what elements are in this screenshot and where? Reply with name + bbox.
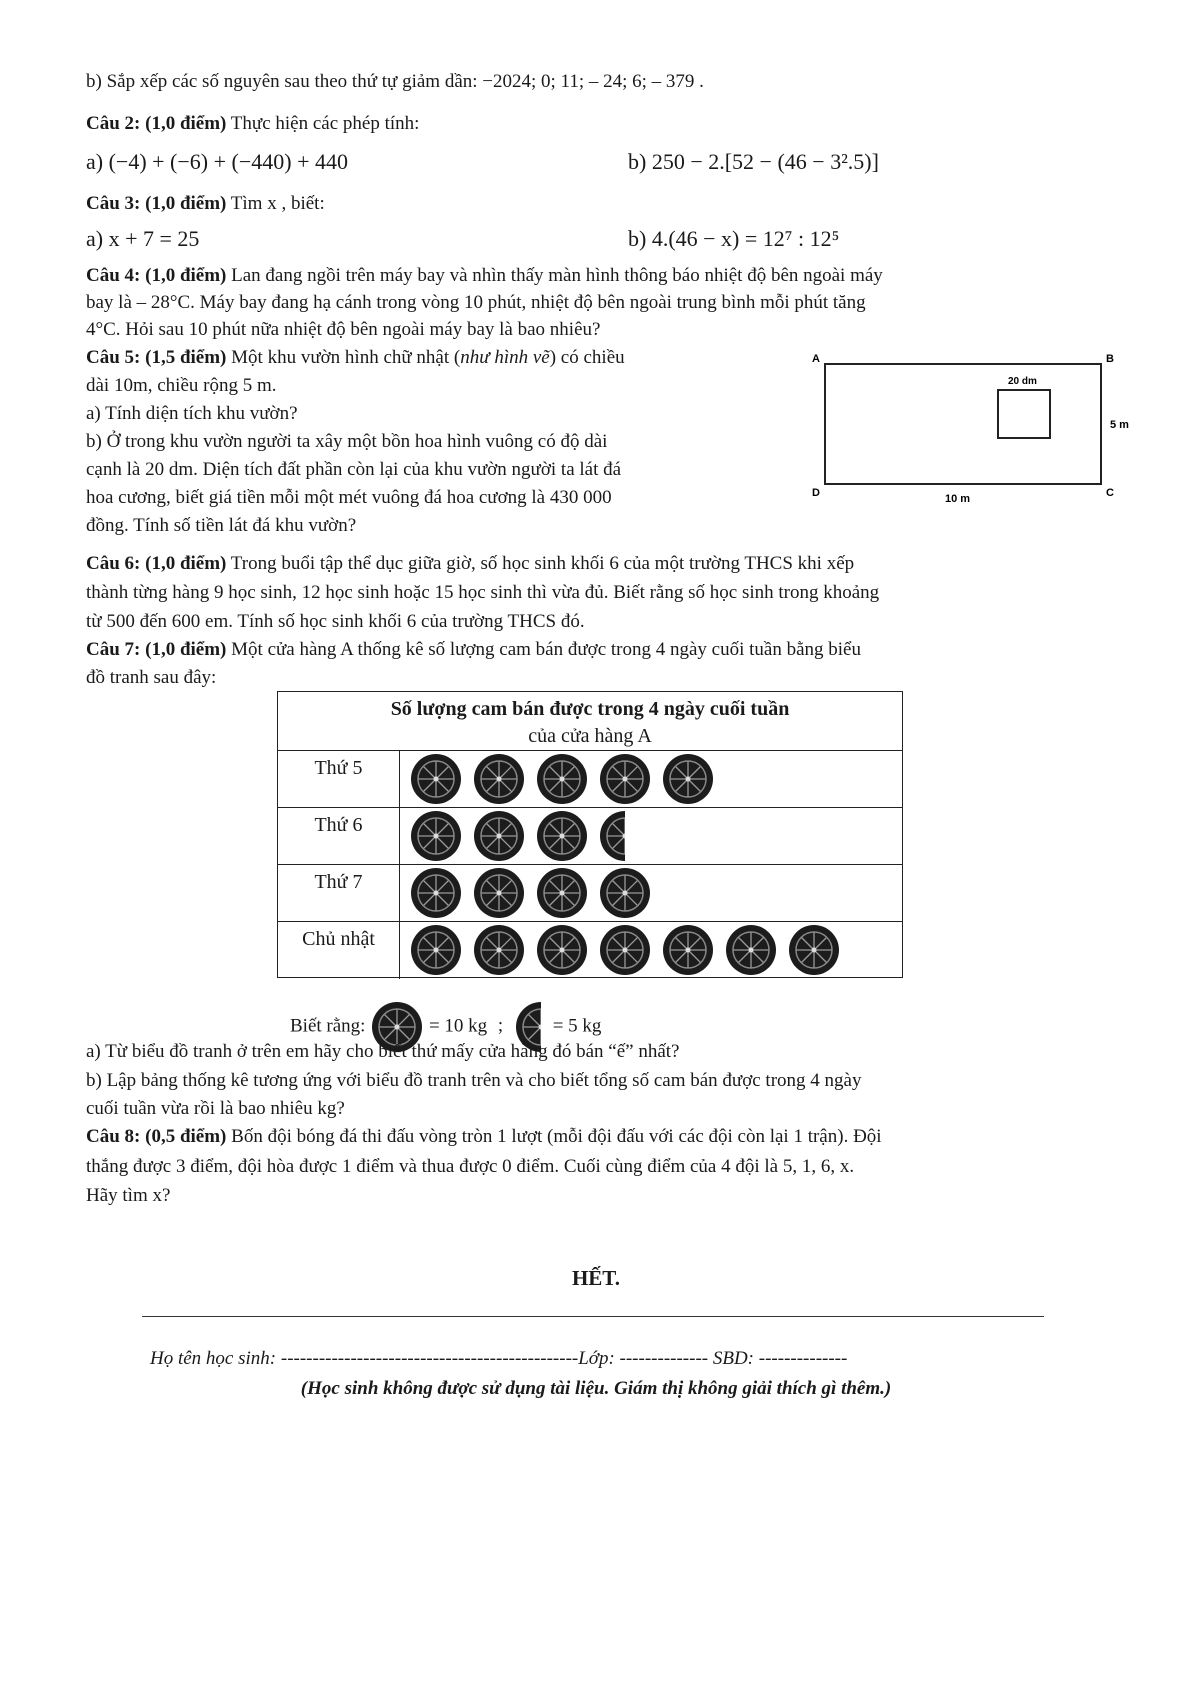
- q3a-expression: a) x + 7 = 25: [86, 226, 200, 251]
- orange-full-icon: [600, 925, 650, 975]
- orange-full-icon: [474, 811, 524, 861]
- orange-full-icon: [600, 868, 650, 918]
- orange-full-icon: [537, 811, 587, 861]
- q7-text-2: đồ tranh sau đây:: [86, 667, 217, 688]
- q1b-line: b) Sắp xếp các số nguyên sau theo thứ tự giảm dần: −2024; 0; 11; – 24; 6; – 379 .: [86, 71, 704, 92]
- pictogram-row: [278, 922, 902, 979]
- q7-text-1: Một cửa hàng A thống kê số lượng cam bán được trong 4 ngày cuối tuần bằng biểu: [226, 639, 861, 660]
- q2-label: Câu 2: (1,0 điểm): [86, 113, 227, 134]
- garden-figure: [810, 350, 1130, 510]
- q4-label: Câu 4: (1,0 điểm): [86, 265, 227, 286]
- orange-full-icon: [411, 868, 461, 918]
- q2a-expression: a) (−4) + (−6) + (−440) + 440: [86, 149, 348, 174]
- corner-a-label: A: [812, 353, 820, 365]
- orange-full-icon: [411, 925, 461, 975]
- q5-text-1b: ) có chiều: [549, 347, 625, 368]
- q8-text-2: thắng được 3 điểm, đội hòa được 1 điểm và thua được 0 điểm. Cuối cùng điểm của 4 đội là 5, 1, 6, x.: [86, 1156, 855, 1177]
- q8-text-3: Hãy tìm x?: [86, 1185, 171, 1206]
- q2-text: Thực hiện các phép tính:: [226, 113, 420, 134]
- q5-text-2: dài 10m, chiều rộng 5 m.: [86, 375, 277, 396]
- q4-text-1: Lan đang ngồi trên máy bay và nhìn thấy màn hình thông báo nhiệt độ bên ngoài máy: [226, 265, 883, 286]
- corner-c-label: C: [1106, 487, 1114, 499]
- exam-note: (Học sinh không được sử dụng tài liệu. Giám thị không giải thích gì thêm.): [300, 1378, 892, 1399]
- q4-text-2: bay là – 28°C. Máy bay đang hạ cánh trong vòng 10 phút, nhiệt độ bên ngoài trung bình mỗi phút tăng: [86, 292, 866, 313]
- legend-separator: ;: [497, 1015, 504, 1037]
- q2b-expression: b) 250 − 2.[52 − (46 − 3².5)]: [628, 149, 879, 174]
- q6-heading: [86, 552, 854, 576]
- q6-text-2: thành từng hàng 9 học sinh, 12 học sinh hoặc 15 học sinh thì vừa đủ. Biết rằng số học sinh trong khoảng: [86, 582, 880, 603]
- orange-full-icon: [537, 925, 587, 975]
- legend-prefix: Biết rằng:: [290, 1015, 366, 1037]
- pictogram-row: [278, 865, 902, 922]
- pictogram-row: [278, 808, 902, 865]
- q7-heading: [86, 638, 861, 662]
- q5-text-1i: như hình vẽ: [460, 347, 550, 368]
- orange-full-icon: [537, 868, 587, 918]
- pictogram-title-line1: Số lượng cam bán được trong 4 ngày cuối tuần: [390, 698, 790, 720]
- orange-half-icon: [600, 811, 650, 861]
- q3b-expression: b) 4.(46 − x) = 12⁷ : 12⁵: [628, 226, 840, 251]
- q6-text-3: từ 500 đến 600 em. Tính số học sinh khối 6 của trường THCS đó.: [86, 611, 585, 632]
- q5-text-3: a) Tính diện tích khu vườn?: [86, 403, 298, 424]
- garden-rectangle: [825, 364, 1101, 484]
- legend-full-value: = 10 kg: [428, 1015, 488, 1037]
- orange-full-icon: [726, 925, 776, 975]
- legend-half-value: = 5 kg: [552, 1015, 602, 1037]
- q8-label: Câu 8: (0,5 điểm): [86, 1126, 227, 1147]
- q8-text-1: Bốn đội bóng đá thi đấu vòng tròn 1 lượt (mỗi đội đấu với các đội còn lại 1 trận). Đội: [226, 1126, 882, 1147]
- corner-d-label: D: [812, 487, 820, 499]
- q5-text-6: hoa cương, biết giá tiền mỗi một mét vuông đá hoa cương là 430 000: [86, 487, 612, 508]
- orange-full-icon: [474, 868, 524, 918]
- pictogram-row: [278, 751, 902, 808]
- q5-label: Câu 5: (1,5 điểm): [86, 347, 227, 368]
- q7b-text-2: cuối tuần vừa rồi là bao nhiêu kg?: [86, 1098, 345, 1119]
- orange-full-icon: [411, 754, 461, 804]
- orange-full-icon: [537, 754, 587, 804]
- orange-full-icon: [663, 925, 713, 975]
- q6-text-1: Trong buổi tập thể dục giữa giờ, số học sinh khối 6 của một trường THCS khi xếp: [226, 553, 855, 574]
- orange-icons: [408, 867, 888, 919]
- q4-text-3: 4°C. Hỏi sau 10 phút nữa nhiệt độ bên ngoài máy bay là bao nhiêu?: [86, 319, 601, 340]
- divider: [142, 1316, 1044, 1317]
- q7-label: Câu 7: (1,0 điểm): [86, 639, 227, 660]
- pictogram-chart: [277, 691, 903, 978]
- day-label: Thứ 5: [278, 751, 400, 807]
- pictogram-title-line2: của cửa hàng A: [528, 725, 652, 747]
- corner-b-label: B: [1106, 353, 1114, 365]
- q3-label: Câu 3: (1,0 điểm): [86, 193, 227, 214]
- q8-heading: [86, 1125, 882, 1149]
- day-label: Thứ 7: [278, 865, 400, 921]
- q3-text: Tìm x , biết:: [226, 193, 325, 214]
- student-info-line: Họ tên học sinh: -----------------------------------------------Lớp: -------------- SBD: --------------: [150, 1348, 848, 1369]
- day-label: Chủ nhật: [278, 922, 400, 979]
- q5-text-5: cạnh là 20 dm. Diện tích đất phần còn lại của khu vườn người ta lát đá: [86, 459, 622, 480]
- q5-text-1a: Một khu vườn hình chữ nhật (: [226, 347, 461, 368]
- q5-heading: [86, 346, 625, 370]
- end-marker: HẾT.: [571, 1266, 621, 1290]
- square-side-label: 20 dm: [1008, 376, 1037, 387]
- orange-icons: [408, 924, 888, 976]
- q7b-text-1: b) Lập bảng thống kê tương ứng với biểu đồ tranh trên và cho biết tổng số cam bán được trong 4 ngày: [86, 1070, 862, 1091]
- q4-heading: [86, 264, 883, 288]
- orange-full-icon: [600, 754, 650, 804]
- orange-icons: [408, 810, 888, 862]
- pictogram-title: [278, 692, 902, 751]
- flowerbed-square: [998, 390, 1050, 438]
- orange-full-icon: [474, 754, 524, 804]
- day-label: Thứ 6: [278, 808, 400, 864]
- width-label: 5 m: [1110, 419, 1129, 431]
- q2-heading: [86, 112, 419, 136]
- orange-full-icon: [411, 811, 461, 861]
- q5-text-7: đồng. Tính số tiền lát đá khu vườn?: [86, 515, 357, 536]
- orange-full-icon: [789, 925, 839, 975]
- q7a-text: a) Từ biểu đồ tranh ở trên em hãy cho biết thứ mấy cửa hàng đó bán “ế” nhất?: [86, 1041, 680, 1062]
- length-label: 10 m: [945, 493, 971, 505]
- orange-icons: [408, 753, 888, 805]
- orange-full-icon: [474, 925, 524, 975]
- orange-full-icon: [663, 754, 713, 804]
- q5-text-4: b) Ở trong khu vườn người ta xây một bồn hoa hình vuông có độ dài: [86, 431, 608, 452]
- q3-heading: [86, 192, 325, 216]
- q6-label: Câu 6: (1,0 điểm): [86, 553, 227, 574]
